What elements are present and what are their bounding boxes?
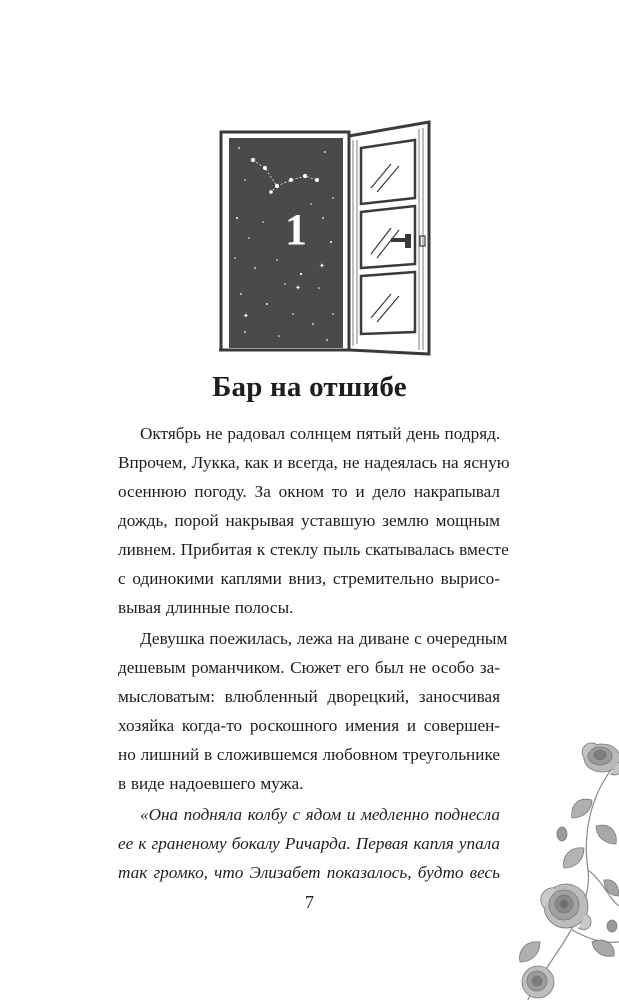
text-line: дешевым романчиком. Сюжет его был не особо за- [118,658,500,677]
text-line: ливнем. Прибитая к стеклу пыль скатывалась вместе [118,540,509,559]
page-number: 7 [305,892,314,912]
text-line: так громко, что Элизабет показалось, будто весь [118,863,500,882]
door-pane-bottom [361,272,415,334]
text-line: «Она подняла колбу с ядом и медленно поднесла [140,805,500,824]
text-line: в виде надоевшего мужа. [118,774,304,793]
text-line: но лишний в сложившемся любовном треугольнике [118,745,500,764]
paragraph [118,624,508,798]
svg-text:✦: ✦ [243,312,249,320]
text-line: вывая длинные полосы. [118,598,294,617]
text-line: Девушка поежилась, лежа на диване с очередным [140,629,508,648]
text-line: с одинокими каплями вниз, стремительно вырисо- [118,569,500,588]
text-line: мысловатым: влюбленный дворецкий, заносчивая [118,687,500,706]
text-line: Впрочем, Лукка, как и всегда, не надеялась на ясную [118,453,510,472]
svg-text:✦: ✦ [295,284,301,292]
body-text [118,419,510,887]
floral-ornament [492,730,619,1000]
svg-text:✦: ✦ [319,262,325,270]
text-line: осеннюю погоду. За окном то и дело накрапывал [118,482,500,501]
paragraph [118,419,510,622]
chapter-title: Бар на отшибе [212,371,407,403]
chapter-number: 1 [285,205,307,254]
door-pane-top [361,140,415,204]
text-line: дождь, порой накрывая уставшую землю мощным [118,511,500,530]
text-line: Октябрь не радовал солнцем пятый день подряд. [140,424,501,443]
text-line: хозяйка когда-то роскошного имения и совершен- [118,716,500,735]
quote-paragraph [118,800,500,887]
text-line: ее к граненому бокалу Ричарда. Первая капля упала [118,834,500,853]
